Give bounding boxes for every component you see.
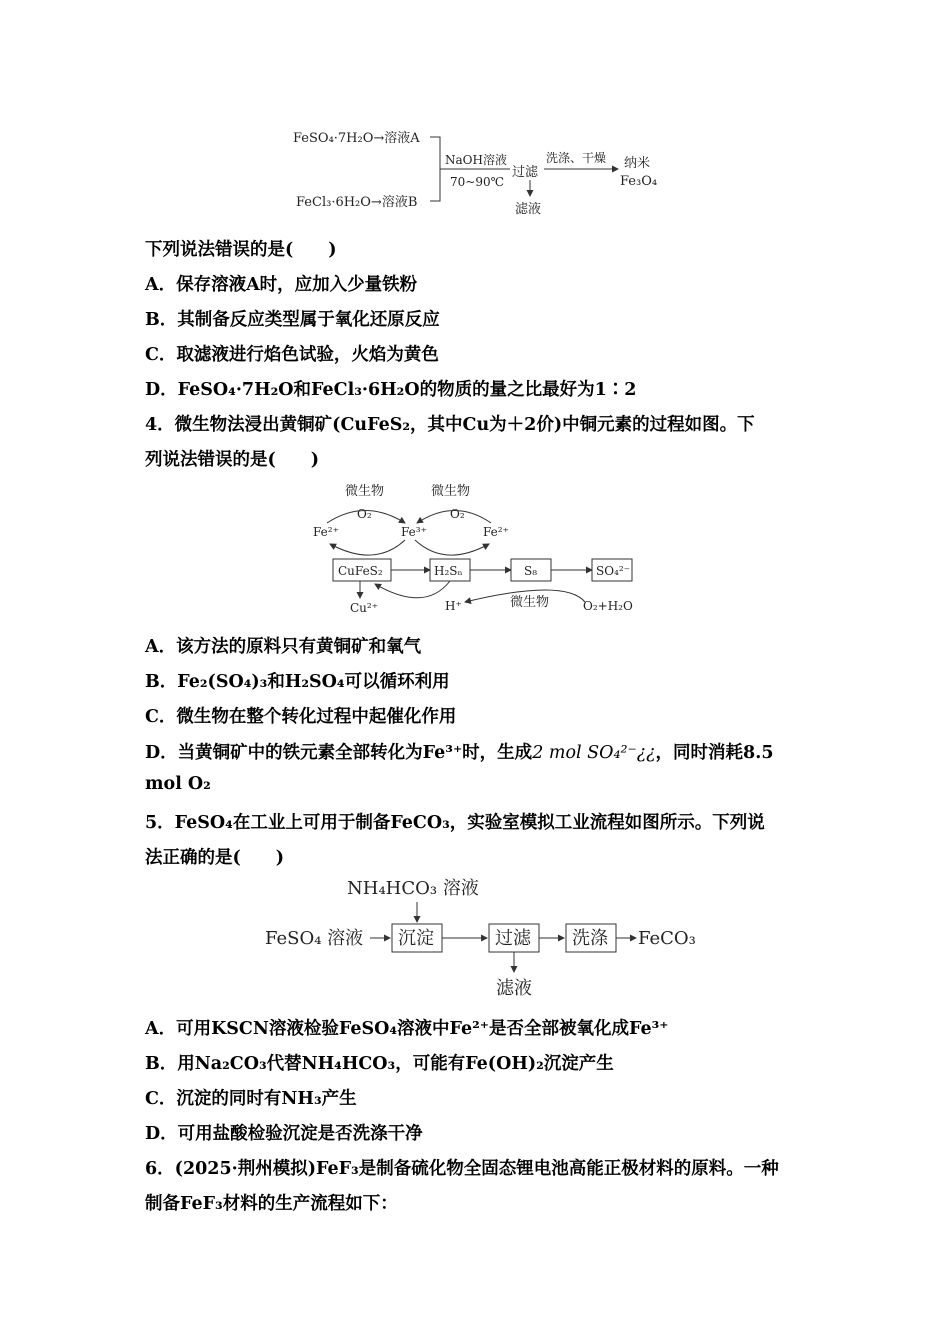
q4-option-d-part2: ，同时消耗8.5	[655, 743, 774, 763]
q3-flow-diagram	[290, 122, 670, 222]
q5-step2: 过滤	[495, 928, 531, 949]
q4-hplus: H⁺	[445, 599, 462, 613]
q3-product-line2: Fe₃O₄	[620, 174, 658, 189]
q3-option-d: D．FeSO₄·7H₂O和FeCl₃·6H₂O的物质的量之比最好为1∶2	[145, 380, 637, 400]
q4-fe2-left: Fe²⁺	[313, 525, 339, 539]
q4-microbe-label-left: 微生物	[345, 484, 385, 499]
q4-cufes2: CuFeS₂	[338, 564, 383, 578]
q3-wash-dry-label: 洗涤、干燥	[546, 151, 607, 165]
q4-option-d-part1: D．当黄铜矿中的铁元素全部转化为Fe³⁺时，生成	[145, 743, 533, 763]
q4-option-d-formula: 2 mol SO₄²⁻¿¿	[532, 743, 656, 763]
q4-so4: SO₄²⁻	[596, 564, 631, 578]
q5-option-b: B．用Na₂CO₃代替NH₄HCO₃，可能有Fe(OH)₂沉淀产生	[145, 1054, 614, 1074]
q4-h2sn: H₂Sₙ	[434, 564, 463, 578]
q3-option-b: B．其制备反应类型属于氧化还原反应	[145, 310, 440, 330]
q4-option-c: C．微生物在整个转化过程中起催化作用	[145, 707, 457, 727]
q5-option-d: D．可用盐酸检验沉淀是否洗涤干净	[145, 1124, 423, 1144]
q3-option-c: C．取滤液进行焰色试验，火焰为黄色	[145, 345, 439, 365]
q4-fe2-right: Fe²⁺	[483, 525, 509, 539]
q4-fe3-center: Fe³⁺	[401, 525, 427, 539]
q3-product-line1: 纳米	[624, 156, 651, 171]
q5-start: FeSO₄ 溶液	[265, 928, 364, 949]
q4-stem-line2: 列说法错误的是( )	[145, 450, 320, 470]
q5-stem-line2: 法正确的是( )	[145, 848, 285, 868]
q4-option-b: B．Fe₂(SO₄)₃和H₂SO₄可以循环利用	[145, 672, 450, 692]
q6-stem-line1: 6．(2025·荆州模拟)FeF₃是制备硫化物全固态锂电池高能正极材料的原料。一种	[145, 1159, 779, 1179]
q3-source-b: FeCl₃·6H₂O→溶液B	[296, 195, 418, 210]
q4-o2-h2o: O₂+H₂O	[583, 599, 633, 613]
q5-option-a: A．可用KSCN溶液检验FeSO₄溶液中Fe²⁺是否全部被氧化成Fe³⁺	[145, 1019, 669, 1039]
q4-microbe-label-right: 微生物	[431, 484, 471, 499]
q3-filter-step: 过滤	[512, 165, 539, 180]
q5-product: FeCO₃	[638, 928, 696, 949]
q4-o2-label-right: O₂	[450, 507, 465, 521]
q4-option-d-line2: mol O₂	[145, 774, 211, 794]
q4-s8: S₈	[524, 564, 538, 578]
q3-temperature-label: 70~90℃	[450, 175, 505, 189]
q4-o2-label-left: O₂	[357, 507, 372, 521]
q3-source-a: FeSO₄·7H₂O→溶液A	[293, 131, 420, 146]
q5-step3: 洗涤	[572, 928, 608, 949]
q3-filtrate: 滤液	[515, 202, 542, 217]
q5-stem-line1: 5．FeSO₄在工业上可用于制备FeCO₃，实验室模拟工业流程如图所示。下列说	[145, 813, 765, 833]
q3-stem: 下列说法错误的是( )	[145, 240, 337, 260]
q3-reagent-label: NaOH溶液	[445, 153, 507, 167]
q5-flow-diagram	[262, 872, 702, 1002]
q4-stem-line1: 4．微生物法浸出黄铜矿(CuFeS₂，其中Cu为＋2价)中铜元素的过程如图。下	[145, 415, 755, 435]
q4-option-d	[145, 739, 774, 764]
q5-reagent: NH₄HCO₃ 溶液	[347, 878, 479, 899]
q5-filtrate: 滤液	[496, 978, 532, 999]
q4-cycle-diagram	[305, 478, 645, 618]
q4-cu2: Cu²⁺	[350, 601, 379, 615]
q5-step1: 沉淀	[398, 928, 434, 949]
q4-microbe-label-bottom: 微生物	[510, 595, 550, 610]
q6-stem-line2: 制备FeF₃材料的生产流程如下：	[145, 1194, 398, 1214]
q5-option-c: C．沉淀的同时有NH₃产生	[145, 1089, 357, 1109]
q4-option-a: A．该方法的原料只有黄铜矿和氧气	[145, 637, 422, 657]
q3-option-a: A．保存溶液A时，应加入少量铁粉	[145, 275, 418, 295]
